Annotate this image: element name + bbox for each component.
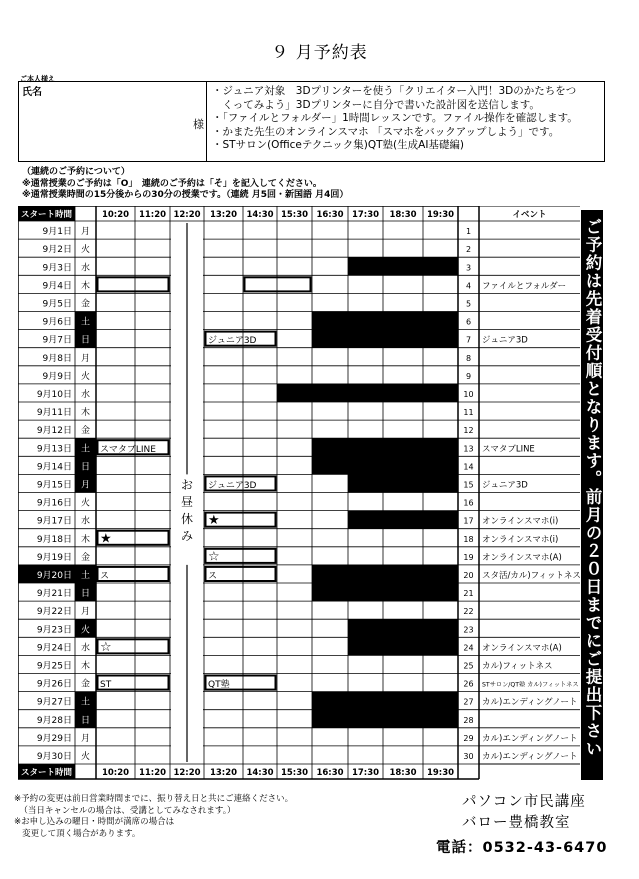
honorific-suffix: 様: [193, 118, 204, 131]
row-weekday: 土: [80, 697, 91, 708]
row-date: 9月20日: [36, 571, 72, 581]
row-date: 9月27日: [36, 697, 72, 708]
row-weekday: 金: [80, 679, 91, 690]
unavailable-slot: [348, 474, 458, 492]
reserved-slot-box: [245, 277, 311, 291]
row-weekday: 水: [80, 516, 91, 527]
row-event: カル)エンディングノート: [482, 752, 578, 762]
row-number: 1: [465, 227, 472, 237]
time-slot-footer: 12:20: [173, 768, 201, 778]
lunch-break-label: み: [180, 528, 194, 543]
unavailable-slot: [312, 438, 458, 456]
row-date: 9月6日: [42, 317, 72, 328]
row-number: 8: [465, 353, 472, 363]
row-number: 28: [463, 715, 474, 725]
row-date: 9月9日: [42, 371, 72, 382]
row-number: 14: [463, 462, 474, 472]
start-time-footer-label: スタート時間: [20, 768, 73, 778]
row-weekday: 月: [80, 227, 91, 238]
row-date: 9月26日: [36, 679, 72, 690]
reservation-mark: ☆: [100, 639, 112, 655]
row-number: 7: [465, 335, 472, 345]
row-weekday: 火: [80, 625, 91, 636]
row-number: 12: [463, 426, 474, 436]
row-event: カル)エンディングノート: [482, 697, 578, 708]
row-weekday: 金: [80, 426, 91, 437]
row-event: ジュニア3D: [482, 480, 528, 491]
course-notes: [212, 85, 578, 153]
reservation-mark: ジュニア3D: [208, 481, 257, 491]
rule-line: （連続のご予約について）: [22, 167, 130, 177]
event-column-header: イベント: [512, 210, 547, 220]
row-event: ジュニア3D: [482, 335, 528, 346]
reservation-mark: ス: [208, 571, 218, 582]
time-slot-footer: 19:30: [426, 768, 455, 778]
row-weekday: 木: [80, 281, 91, 292]
row-date: 9月14日: [36, 462, 72, 473]
unavailable-slot: [312, 692, 458, 710]
lunch-break-label: お: [180, 477, 194, 492]
phone-number: 電話：0532-43-6470: [436, 840, 608, 856]
side-banner-text: ご予約は先着受付順となります。前月の２０日までにご提出下さい: [583, 218, 602, 758]
row-number: 11: [463, 408, 474, 418]
row-number: 16: [463, 498, 474, 508]
footer-note: ※予約の変更は前日営業時間までに、振り替え日と共にご連絡ください。: [14, 794, 294, 804]
row-event: オンラインスマホ(A): [482, 552, 562, 563]
row-date: 9月5日: [42, 299, 72, 310]
row-date: 9月7日: [42, 335, 72, 346]
row-number: 15: [463, 480, 474, 490]
row-weekday: 金: [80, 299, 91, 310]
row-date: 9月15日: [36, 480, 72, 491]
row-weekday: 土: [80, 571, 91, 581]
name-divider: [206, 82, 207, 161]
time-slot-header: 17:30: [351, 210, 380, 220]
school-branch: バロー豊橋教室: [462, 815, 571, 831]
reservation-mark: ★: [208, 513, 220, 529]
row-weekday: 日: [80, 715, 91, 726]
row-number: 13: [463, 444, 474, 454]
row-event: オンラインスマホ(ⅰ): [482, 516, 559, 527]
row-date: 9月3日: [42, 263, 72, 274]
row-date: 9月13日: [36, 444, 72, 455]
time-slot-footer: 14:30: [246, 768, 274, 778]
row-event: カル)フィットネス: [482, 661, 553, 672]
footer-notes: [14, 794, 293, 840]
row-date: 9月10日: [36, 390, 72, 400]
row-weekday: 土: [80, 444, 91, 455]
footer-note: （当日キャンセルの場合は、受講としてみなされます。）: [14, 805, 236, 816]
reservation-mark: ★: [100, 531, 112, 547]
unavailable-slot: [312, 330, 458, 348]
name-section-header: ご本人様え: [20, 75, 55, 83]
reservation-mark: ス: [100, 571, 110, 582]
footer-note: ※お申し込みの曜日・時間が満席の場合は: [14, 817, 175, 827]
time-slot-header: 19:30: [426, 210, 455, 220]
row-number: 18: [463, 534, 474, 544]
row-event: オンラインスマホ(A): [482, 643, 562, 654]
row-event: スタ活/カル)フィットネス: [482, 571, 581, 581]
row-number: 30: [463, 752, 474, 761]
row-weekday: 木: [80, 661, 91, 672]
row-date: 9月12日: [36, 426, 72, 437]
course-note: ・「ファイルとフォルダー」1時間レッスンです。ファイル操作を確認します。: [212, 112, 578, 124]
reserved-slot-box: [98, 277, 169, 291]
row-number: 5: [465, 299, 472, 309]
unavailable-slot: [348, 637, 458, 655]
row-number: 19: [463, 552, 474, 562]
row-weekday: 土: [80, 317, 91, 328]
reservation-mark: ジュニア3D: [208, 336, 257, 347]
row-event: ファイルとフォルダー: [482, 281, 567, 292]
time-slot-header: 15:30: [280, 210, 309, 220]
row-weekday: 木: [80, 408, 91, 419]
time-slot-footer: 13:20: [209, 768, 238, 778]
row-weekday: 日: [80, 335, 91, 346]
course-note: ・ジュニア対象 3Dプリンターを使う「クリエイター入門！3Dのかたちをつ: [212, 85, 577, 97]
row-weekday: 水: [80, 390, 91, 400]
time-slot-header: 14:30: [246, 210, 274, 220]
time-slot-footer: 15:30: [280, 768, 309, 778]
row-weekday: 日: [80, 462, 91, 473]
row-event: オンラインスマホ(ⅰ): [482, 534, 559, 545]
row-date: 9月30日: [36, 752, 72, 762]
row-number: 6: [465, 317, 472, 327]
unavailable-slot: [312, 456, 458, 474]
booking-rules: [22, 167, 348, 202]
row-number: 4: [465, 281, 472, 291]
row-weekday: 水: [80, 643, 91, 654]
time-slot-footer: 10:20: [101, 768, 130, 778]
row-date: 9月24日: [36, 643, 72, 654]
row-date: 9月19日: [36, 552, 72, 563]
course-note: ・STサロン(Officeテクニック集)QT塾(生成AI基礎編): [212, 139, 465, 151]
page-title: ９ 月予約表: [271, 43, 368, 63]
lunch-break-label: 休: [180, 511, 194, 526]
start-time-header-label: スタート時間: [20, 210, 73, 220]
row-date: 9月28日: [36, 715, 72, 726]
row-event: STサロン/QT塾 カル)フィットネス: [482, 681, 579, 689]
row-date: 9月25日: [36, 661, 72, 672]
name-box: [18, 81, 605, 162]
row-date: 9月16日: [36, 498, 72, 509]
rule-line: ※通常授業時間の15分後からの30分の授業です。（連続 月5回・新国語 月4回）: [22, 190, 349, 200]
time-slot-header: 10:20: [101, 210, 130, 220]
row-weekday: 月: [80, 733, 91, 744]
row-date: 9月4日: [42, 281, 72, 292]
time-slot-footer: 16:30: [316, 768, 344, 778]
row-weekday: 火: [80, 752, 91, 762]
school-name: パソコン市民講座: [462, 794, 586, 810]
row-number: 22: [463, 607, 474, 617]
row-date: 9月2日: [42, 245, 72, 256]
row-number: 21: [463, 589, 474, 599]
row-event: スマタブLINE: [482, 444, 535, 455]
row-date: 9月18日: [36, 534, 72, 545]
row-weekday: 月: [80, 607, 91, 618]
row-number: 25: [463, 661, 474, 671]
name-label: 氏名: [22, 87, 42, 98]
time-slot-header: 11:20: [138, 210, 167, 220]
unavailable-slot: [348, 511, 458, 529]
row-weekday: 金: [80, 552, 91, 563]
course-note: ・かまた先生のオンラインスマホ 「スマホをバックアップしよう」です。: [212, 125, 560, 138]
row-number: 17: [463, 516, 474, 526]
row-weekday: 月: [80, 353, 91, 364]
row-event: カル)エンディングノート: [482, 733, 578, 744]
unavailable-slot: [312, 583, 458, 601]
reservation-mark: ST: [100, 680, 112, 691]
time-slot-footer: 18:30: [389, 768, 417, 778]
row-number: 20: [463, 571, 474, 580]
row-date: 9月21日: [36, 589, 72, 600]
reservation-mark: QT塾: [208, 680, 230, 691]
row-weekday: 火: [80, 371, 91, 382]
unavailable-slot: [312, 710, 458, 728]
row-number: 24: [463, 643, 474, 653]
footer-note: 変更して頂く場合があります。: [14, 828, 141, 839]
row-weekday: 月: [80, 480, 91, 491]
reservation-mark: ☆: [208, 549, 220, 565]
row-weekday: 日: [80, 589, 91, 600]
reservation-grid: [18, 206, 600, 780]
row-date: 9月23日: [36, 625, 72, 636]
course-note: くってみよう」3Dプリンターに自分で書いた設計図を送信します。: [212, 98, 540, 111]
row-date: 9月17日: [36, 516, 72, 527]
unavailable-slot: [348, 257, 458, 275]
row-weekday: 木: [80, 534, 91, 545]
row-weekday: 火: [80, 498, 91, 509]
unavailable-slot: [312, 312, 458, 330]
row-date: 9月1日: [42, 227, 72, 238]
row-number: 29: [463, 733, 474, 743]
unavailable-slot: [277, 384, 458, 402]
row-number: 26: [463, 679, 474, 689]
time-slot-header: 12:20: [173, 210, 201, 220]
time-slot-footer: 11:20: [138, 768, 167, 778]
row-number: 23: [463, 625, 474, 635]
reservation-table: [18, 206, 600, 780]
row-number: 10: [463, 390, 474, 399]
side-banner: [581, 210, 603, 780]
row-number: 3: [465, 263, 472, 273]
unavailable-slot: [312, 565, 458, 583]
lunch-break-label: 昼: [180, 494, 194, 509]
row-number: 9: [465, 371, 472, 381]
row-date: 9月11日: [36, 408, 72, 419]
rule-line: ※通常授業のご予約は「O」 連続のご予約は「そ」を記入してください。: [22, 178, 322, 189]
time-slot-footer: 17:30: [351, 768, 380, 778]
row-date: 9月8日: [42, 353, 72, 364]
row-weekday: 水: [80, 263, 91, 274]
time-slot-header: 18:30: [389, 210, 417, 220]
row-date: 9月29日: [36, 733, 72, 744]
time-slot-header: 13:20: [209, 210, 238, 220]
unavailable-slot: [348, 619, 458, 637]
row-number: 2: [465, 245, 472, 255]
row-number: 27: [463, 697, 474, 707]
reservation-mark: スマタブLINE: [100, 444, 156, 455]
time-slot-header: 16:30: [316, 210, 344, 220]
row-date: 9月22日: [36, 607, 72, 618]
row-weekday: 火: [80, 245, 91, 256]
